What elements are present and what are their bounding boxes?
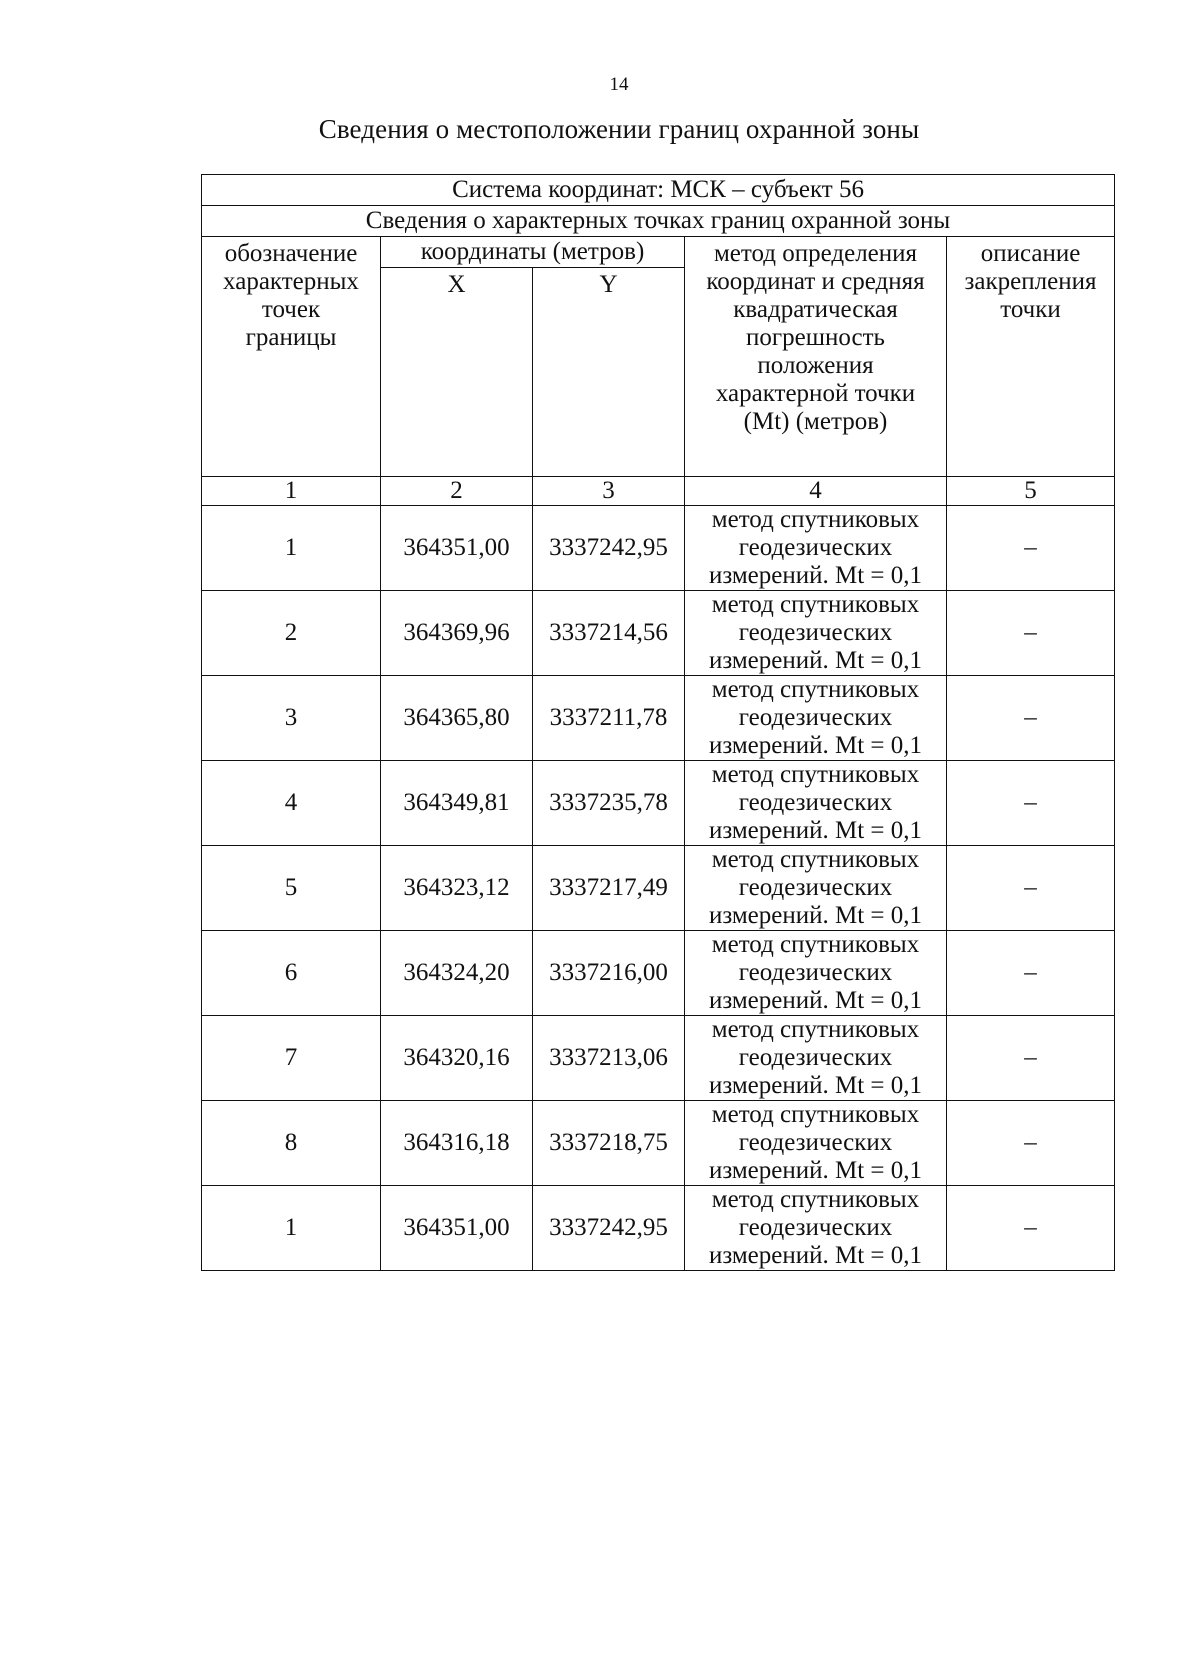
cell-y: 3337218,75	[533, 1101, 685, 1186]
header-y: Y	[533, 268, 685, 477]
cell-y: 3337242,95	[533, 1186, 685, 1271]
header-description-line: описание	[980, 240, 1081, 267]
cell-y: 3337242,95	[533, 506, 685, 591]
cell-point: 5	[202, 846, 381, 931]
section-title-row	[202, 206, 1115, 237]
cell-x: 364365,80	[381, 676, 533, 761]
cell-method-line: геодезических	[738, 959, 893, 986]
header-method-line: квадратическая	[733, 296, 898, 323]
cell-method-line: метод спутниковых	[711, 1016, 920, 1043]
column-numbers-row	[202, 477, 1115, 506]
header-coordinates: координаты (метров)	[381, 237, 685, 268]
cell-method	[685, 506, 947, 591]
header-method-line: характерной точки	[715, 380, 916, 407]
cell-method	[685, 846, 947, 931]
header-point-line: характерных	[223, 268, 359, 295]
cell-description: –	[947, 506, 1115, 591]
header-point-line: точек	[261, 296, 321, 323]
cell-x: 364316,18	[381, 1101, 533, 1186]
cell-y: 3337214,56	[533, 591, 685, 676]
cell-x: 364369,96	[381, 591, 533, 676]
column-number: 4	[685, 477, 947, 506]
column-number: 1	[202, 477, 381, 506]
cell-description: –	[947, 846, 1115, 931]
cell-x: 364351,00	[381, 1186, 533, 1271]
header-description-line: точки	[1000, 296, 1061, 323]
cell-x: 364320,16	[381, 1016, 533, 1101]
cell-method	[685, 676, 947, 761]
cell-method-line: измерений. Mt = 0,1	[708, 902, 923, 929]
cell-method	[685, 1186, 947, 1271]
header-method-line: (Mt) (метров)	[743, 408, 888, 435]
cell-method-line: измерений. Mt = 0,1	[708, 732, 923, 759]
cell-method-line: геодезических	[738, 619, 893, 646]
cell-method-line: метод спутниковых	[711, 846, 920, 873]
section-title-cell: Сведения о характерных точках границ охранной зоны	[202, 206, 1115, 237]
cell-method-line: измерений. Mt = 0,1	[708, 647, 923, 674]
cell-description: –	[947, 676, 1115, 761]
cell-method-line: метод спутниковых	[711, 1186, 920, 1213]
cell-description: –	[947, 1186, 1115, 1271]
cell-method-line: измерений. Mt = 0,1	[708, 1242, 923, 1269]
cell-method-line: геодезических	[738, 1044, 893, 1071]
cell-method-line: метод спутниковых	[711, 931, 920, 958]
header-point-line: границы	[245, 324, 337, 351]
cell-method-line: геодезических	[738, 789, 893, 816]
cell-method-line: метод спутниковых	[711, 676, 920, 703]
cell-y: 3337211,78	[533, 676, 685, 761]
coordinates-table	[201, 174, 1115, 1271]
cell-method	[685, 1016, 947, 1101]
cell-method-line: геодезических	[738, 1129, 893, 1156]
cell-method-line: геодезических	[738, 874, 893, 901]
coordinate-system-cell: Система координат: МСК – субъект 56	[202, 175, 1115, 206]
table-row	[202, 846, 1115, 931]
table-row	[202, 1186, 1115, 1271]
header-point-line: обозначение	[224, 240, 358, 267]
cell-method	[685, 591, 947, 676]
header-description-line: закрепления	[964, 268, 1097, 295]
header-x: X	[381, 268, 533, 477]
cell-point: 3	[202, 676, 381, 761]
header-method-line: координат и средняя	[706, 268, 925, 295]
cell-method-line: измерений. Mt = 0,1	[708, 1157, 923, 1184]
header-row-1	[202, 237, 1115, 268]
table-body	[202, 175, 1115, 1271]
cell-method	[685, 931, 947, 1016]
cell-point: 4	[202, 761, 381, 846]
cell-point: 2	[202, 591, 381, 676]
cell-method-line: геодезических	[738, 534, 893, 561]
cell-y: 3337217,49	[533, 846, 685, 931]
cell-description: –	[947, 591, 1115, 676]
cell-method-line: метод спутниковых	[711, 591, 920, 618]
cell-method-line: метод спутниковых	[711, 1101, 920, 1128]
cell-point: 1	[202, 506, 381, 591]
cell-point: 7	[202, 1016, 381, 1101]
table-row	[202, 1101, 1115, 1186]
cell-method-line: измерений. Mt = 0,1	[708, 1072, 923, 1099]
cell-method-line: измерений. Mt = 0,1	[708, 987, 923, 1014]
cell-method-line: геодезических	[738, 1214, 893, 1241]
coordinate-system-row	[202, 175, 1115, 206]
cell-x: 364351,00	[381, 506, 533, 591]
cell-method-line: геодезических	[738, 704, 893, 731]
table-row	[202, 676, 1115, 761]
column-number: 2	[381, 477, 533, 506]
cell-x: 364323,12	[381, 846, 533, 931]
table-row	[202, 506, 1115, 591]
cell-y: 3337216,00	[533, 931, 685, 1016]
cell-method-line: измерений. Mt = 0,1	[708, 562, 923, 589]
cell-y: 3337213,06	[533, 1016, 685, 1101]
cell-description: –	[947, 1016, 1115, 1101]
header-method-line: метод определения	[713, 240, 918, 267]
cell-method-line: метод спутниковых	[711, 506, 920, 533]
header-description	[947, 237, 1115, 477]
header-point-designation	[202, 237, 381, 477]
table-row	[202, 931, 1115, 1016]
cell-method	[685, 761, 947, 846]
table-row	[202, 1016, 1115, 1101]
cell-method-line: измерений. Mt = 0,1	[708, 817, 923, 844]
cell-method-line: метод спутниковых	[711, 761, 920, 788]
header-method-line: положения	[757, 352, 874, 379]
cell-description: –	[947, 931, 1115, 1016]
cell-description: –	[947, 761, 1115, 846]
column-number: 5	[947, 477, 1115, 506]
cell-point: 6	[202, 931, 381, 1016]
cell-point: 1	[202, 1186, 381, 1271]
document-title: Сведения о местоположении границ охранной зоны	[318, 114, 920, 144]
column-number: 3	[533, 477, 685, 506]
table-row	[202, 591, 1115, 676]
cell-x: 364324,20	[381, 931, 533, 1016]
header-method	[685, 237, 947, 477]
cell-method	[685, 1101, 947, 1186]
cell-y: 3337235,78	[533, 761, 685, 846]
cell-point: 8	[202, 1101, 381, 1186]
page-number: 14	[609, 74, 629, 95]
cell-description: –	[947, 1101, 1115, 1186]
table-row	[202, 761, 1115, 846]
header-method-line: погрешность	[746, 324, 885, 351]
cell-x: 364349,81	[381, 761, 533, 846]
